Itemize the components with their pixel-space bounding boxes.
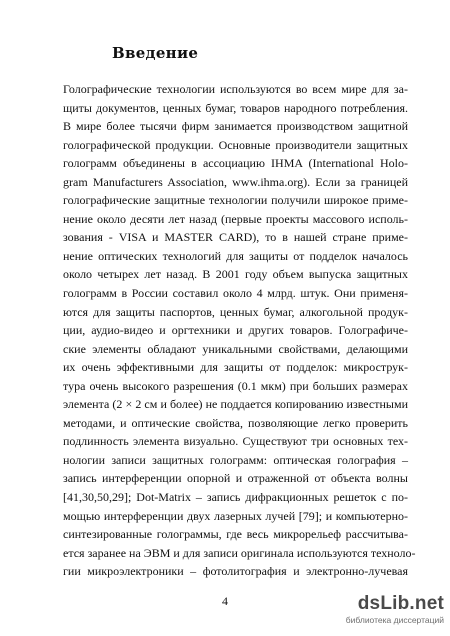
text-line: гии микроэлектроники – фотолитография и электронно-лучевая	[63, 564, 408, 579]
text-line: нение около десяти лет назад (первые проекты массового исполь-	[63, 211, 408, 226]
text-line: В мире более тысячи фирм занимается производством защитной	[63, 119, 408, 134]
text-line: нологии записи защитных голограмм: оптическая голография –	[63, 452, 408, 467]
text-line: щиты документов, ценных бумаг, товаров народного потребления.	[63, 100, 408, 115]
text-line: голографической продукции. Основные производители защитных	[63, 137, 408, 152]
text-line: Голографические технологии используются во всем мире для за-	[63, 82, 408, 96]
text-line: голограмм объединены в ассоциацию IHMA (International Holo-	[63, 156, 408, 171]
text-line: синтезированные голограммы, где весь микрорельеф рассчитыва-	[63, 527, 408, 542]
text-line: около четырех лет назад. В 2001 году объем выпуска защитных	[63, 267, 408, 282]
text-line: мощью интерференции двух лазерных лучей [79]; и компьютерно-	[63, 508, 408, 523]
text-line: методами, и оптические свойства, позволяющие легко проверить	[63, 415, 408, 430]
text-line: gram Manufacturers Association, www.ihma.org). Если за границей	[63, 174, 408, 189]
text-line: ские элементы обладают уникальными свойствами, делающими	[63, 341, 408, 356]
watermark	[326, 593, 444, 626]
text-line: ции, аудио-видео и оргтехники и других товаров. Голографиче-	[63, 323, 408, 338]
text-line: их очень эффективными для защиты от подделок: микрострук-	[63, 360, 408, 375]
text-line: ется заранее на ЭВМ и для записи оригинала используются техноло-	[63, 545, 416, 560]
text-line: подлинность элемента визуально. Существуют три основных тех-	[63, 434, 408, 449]
watermark-subtitle: библиотека диссертаций	[345, 615, 444, 625]
text-line: голографические защитные технологии получили широкое приме-	[63, 193, 408, 208]
text-line: нение оптических технологий для защиты от подделок началось	[63, 248, 408, 263]
section-heading: Введение	[112, 44, 199, 62]
text-line: зования - VISA и MASTER CARD), то в нашей стране приме-	[63, 230, 408, 245]
text-line: голограмм в России составил около 4 млрд. штук. Они применя-	[63, 286, 408, 301]
text-line: запись интерференции опорной и отраженной от объекта волны	[63, 471, 408, 486]
text-line: ются для защиты паспортов, ценных бумаг, алкогольной продук-	[63, 304, 408, 319]
text-line: элемента (2 × 2 см и более) не поддается копированию известными	[63, 397, 408, 412]
text-line: [41,30,50,29]; Dot-Matrix – запись дифракционных решеток с по-	[63, 490, 408, 505]
text-line: тура очень высокого разрешения (0.1 мкм) при больших размерах	[63, 378, 408, 393]
body-text	[63, 80, 416, 581]
page-number: 4	[222, 594, 228, 608]
watermark-logo: dsLib.net	[357, 593, 444, 614]
